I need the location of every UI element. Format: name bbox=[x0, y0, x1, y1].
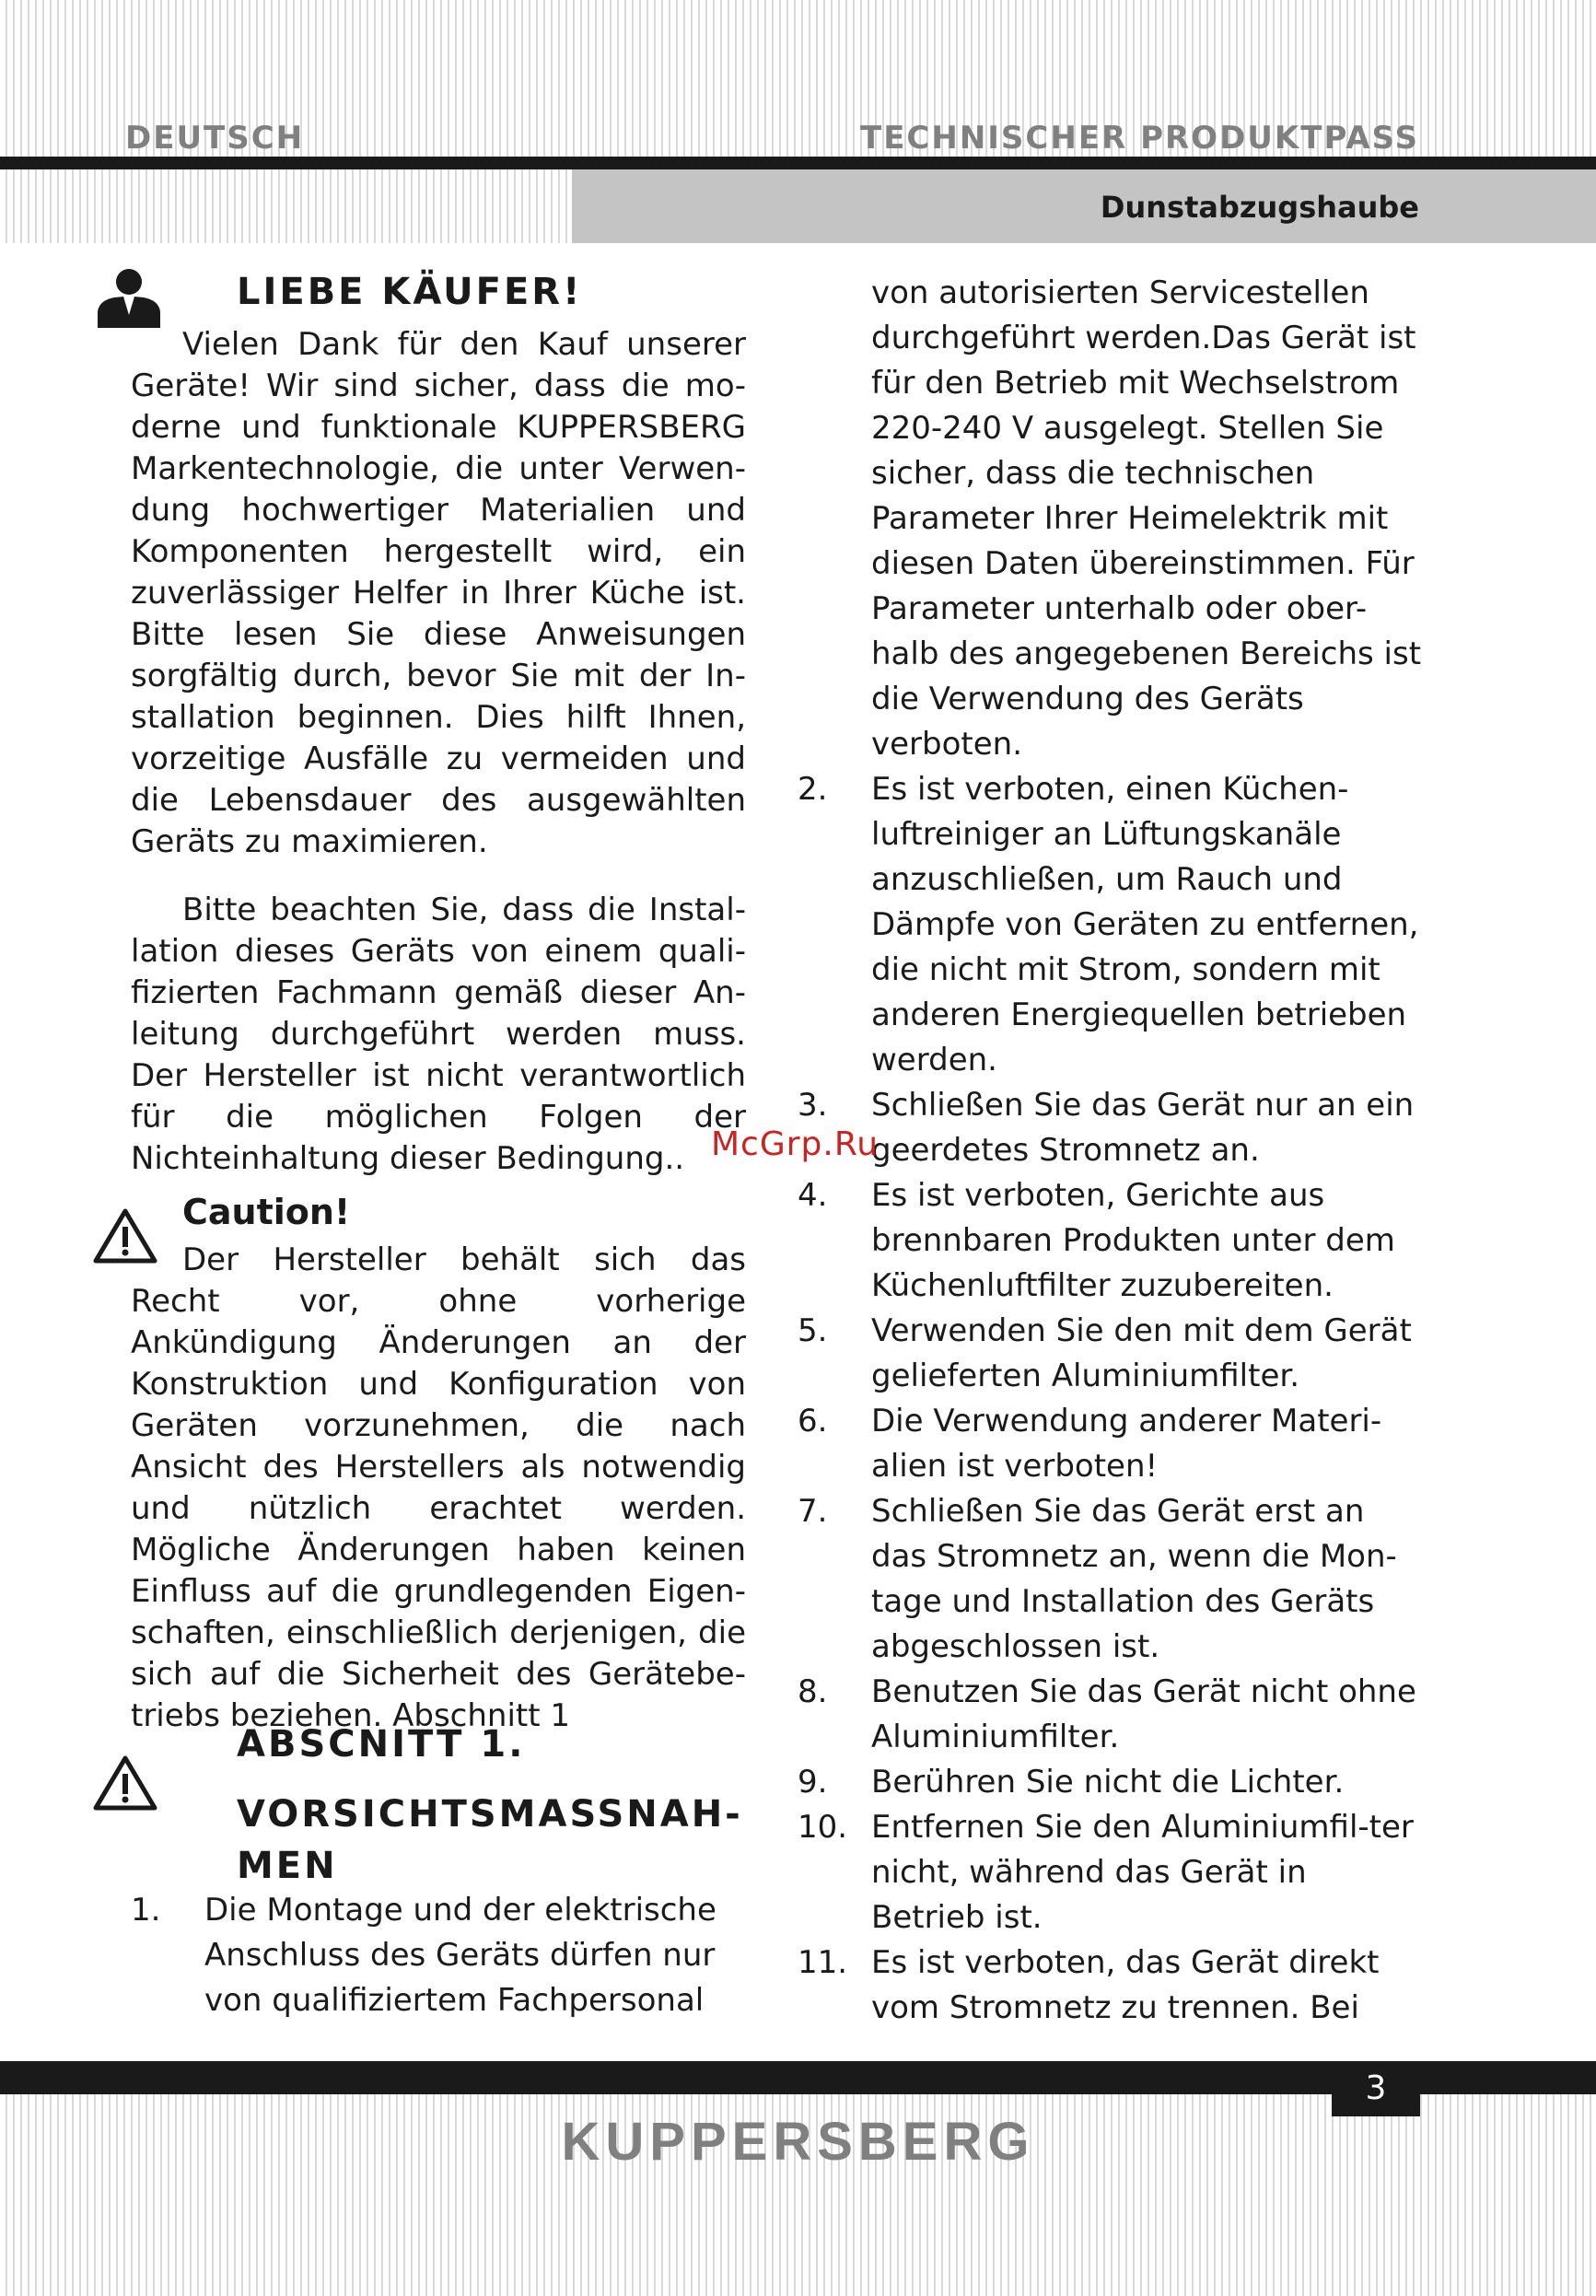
list-item-number: 11. bbox=[798, 1944, 848, 1981]
list-item-text: Benutzen Sie das Gerät nicht ohne Aluminiumfilter. bbox=[871, 1673, 1416, 1755]
list-item-text: Schließen Sie das Gerät erst an das Stromnetz an, wenn die Mon-tage und Installation des Geräts abgeschlossen ist. bbox=[871, 1493, 1397, 1665]
top-divider-bar bbox=[0, 157, 1596, 169]
list-item bbox=[798, 767, 1424, 1083]
section-title-number: ABSCNITT 1. bbox=[237, 1723, 526, 1766]
list-item bbox=[798, 1083, 1424, 1173]
watermark-text: McGrp.Ru bbox=[711, 1125, 880, 1163]
caution-title: Caution! bbox=[182, 1192, 351, 1232]
list-item-text: Schließen Sie das Gerät nur an ein geerdetes Stromnetz an. bbox=[871, 1087, 1415, 1169]
list-item bbox=[798, 1399, 1424, 1489]
intro-paragraph-1: Vielen Dank für den Kauf unserer Geräte! Wir sind sicher, dass die moderne und funktionale KUPPERSBERG Markentechnologie, die unter Verwendung hochwertiger Materialien und Komponenten hergestellt wird, ein zuverlässiger Helfer in Ihrer Küche ist. Bitte lesen Sie diese Anweisungen sorgfältig durch, bevor Sie mit der Installation beginnen. Dies hilft Ihnen, vorzeitige Ausfälle zu vermeiden und die Lebensdauer des ausgewählten Geräts zu maximieren. bbox=[131, 326, 746, 860]
list-item-text: von autorisierten Servicestellen durchgeführt werden.Das Gerät ist für den Betrieb mit Wechselstrom 220-240 V ausgelegt. Stellen Sie sicher, dass die technischen Parameter Ihrer Heimelektrik mit diesen Daten übereinstimmen. Für Parameter unterhalb oder ober-halb des angegebenen Bereichs ist die Verwendung des Geräts verboten. bbox=[871, 274, 1422, 763]
precautions-list-left bbox=[131, 1888, 757, 2023]
list-item-text: Es ist verboten, das Gerät direkt vom Stromnetz zu trennen. Bei bbox=[871, 1944, 1380, 2026]
brand-logo-text: KUPPERSBERG bbox=[561, 2112, 1035, 2172]
list-item-text: Es ist verboten, Gerichte aus brennbaren Produkten unter dem Küchenluftfilter zuzubereiten. bbox=[871, 1177, 1395, 1304]
list-item bbox=[798, 1760, 1424, 1805]
page-content bbox=[0, 243, 1596, 2061]
list-item-continued bbox=[798, 271, 1424, 767]
list-item-number: 9. bbox=[798, 1764, 828, 1801]
list-item bbox=[131, 1888, 757, 2023]
section-title-name: VORSICHTSMASSNAH-MEN bbox=[237, 1793, 743, 1887]
list-item-text: Entfernen Sie den Aluminiumfil-ter nicht, während das Gerät in Betrieb ist. bbox=[871, 1809, 1414, 1936]
product-band bbox=[572, 169, 1596, 243]
header-language: DEUTSCH bbox=[125, 120, 305, 157]
intro-heading: LIEBE KÄUFER! bbox=[237, 271, 583, 313]
list-item-number: 7. bbox=[798, 1493, 828, 1530]
list-item-number: 3. bbox=[798, 1087, 828, 1124]
list-item-text: Die Montage und der elektrische Anschluss des Geräts dürfen nur von qualifiziertem Fachpersonal bbox=[204, 1892, 716, 2019]
list-item-number: 1. bbox=[131, 1892, 161, 1929]
product-title: Dunstabzugshaube bbox=[1100, 190, 1419, 225]
list-item bbox=[798, 1805, 1424, 1941]
list-item bbox=[798, 1670, 1424, 1760]
list-item-number: 10. bbox=[798, 1809, 848, 1846]
precautions-list-right bbox=[798, 271, 1424, 2031]
list-item-number: 2. bbox=[798, 771, 828, 808]
list-item-text: Es ist verboten, einen Küchen-luftreiniger an Lüftungskanäle anzuschließen, um Rauch und Dämpfe von Geräten zu entfernen, die nicht mit Strom, sondern mit anderen Energiequellen betrieben werden. bbox=[871, 771, 1419, 1078]
page-number: 3 bbox=[1332, 2061, 1420, 2116]
list-item-text: Die Verwendung anderer Materi-alien ist verboten! bbox=[871, 1403, 1382, 1485]
list-item bbox=[798, 1173, 1424, 1309]
warning-icon bbox=[92, 1206, 158, 1269]
list-item bbox=[798, 1489, 1424, 1670]
list-item bbox=[798, 1309, 1424, 1399]
header-document-type: TECHNISCHER PRODUKTPASS bbox=[860, 120, 1419, 157]
warning-icon-section bbox=[92, 1754, 158, 1816]
person-icon bbox=[96, 267, 162, 332]
list-item-number: 5. bbox=[798, 1312, 828, 1349]
list-item-text: Berühren Sie nicht die Lichter. bbox=[871, 1764, 1345, 1801]
list-item-number: 4. bbox=[798, 1177, 828, 1214]
list-item-text: Verwenden Sie den mit dem Gerät gelieferten Aluminiumfilter. bbox=[871, 1312, 1412, 1394]
list-item bbox=[798, 1941, 1424, 2031]
intro-paragraph-2: Bitte beachten Sie, dass die Installation dieses Geräts von einem qualifizierten Fachmann gemäß dieser Anleitung durchgeführt werden muss. Der Hersteller ist nicht verantwortlich für die möglichen Folgen der Nichteinhaltung dieser Bedingung.. bbox=[131, 892, 746, 1177]
list-item-number: 8. bbox=[798, 1673, 828, 1710]
list-item-number: 6. bbox=[798, 1403, 828, 1439]
caution-text: Der Hersteller behält sich das Recht vor, ohne vorherige Ankündigung Änderungen an der Konstruktion und Konfiguration von Geräten vorzunehmen, die nach Ansicht des Herstellers als notwendig und nützlich erachtet werden. Mögliche Änderungen haben keinen Einfluss auf die grundlegenden Eigenschaften, einschließlich derjenigen, die sich auf die Sicherheit des Gerätebetriebs beziehen. Abschnitt 1 bbox=[131, 1241, 746, 1734]
